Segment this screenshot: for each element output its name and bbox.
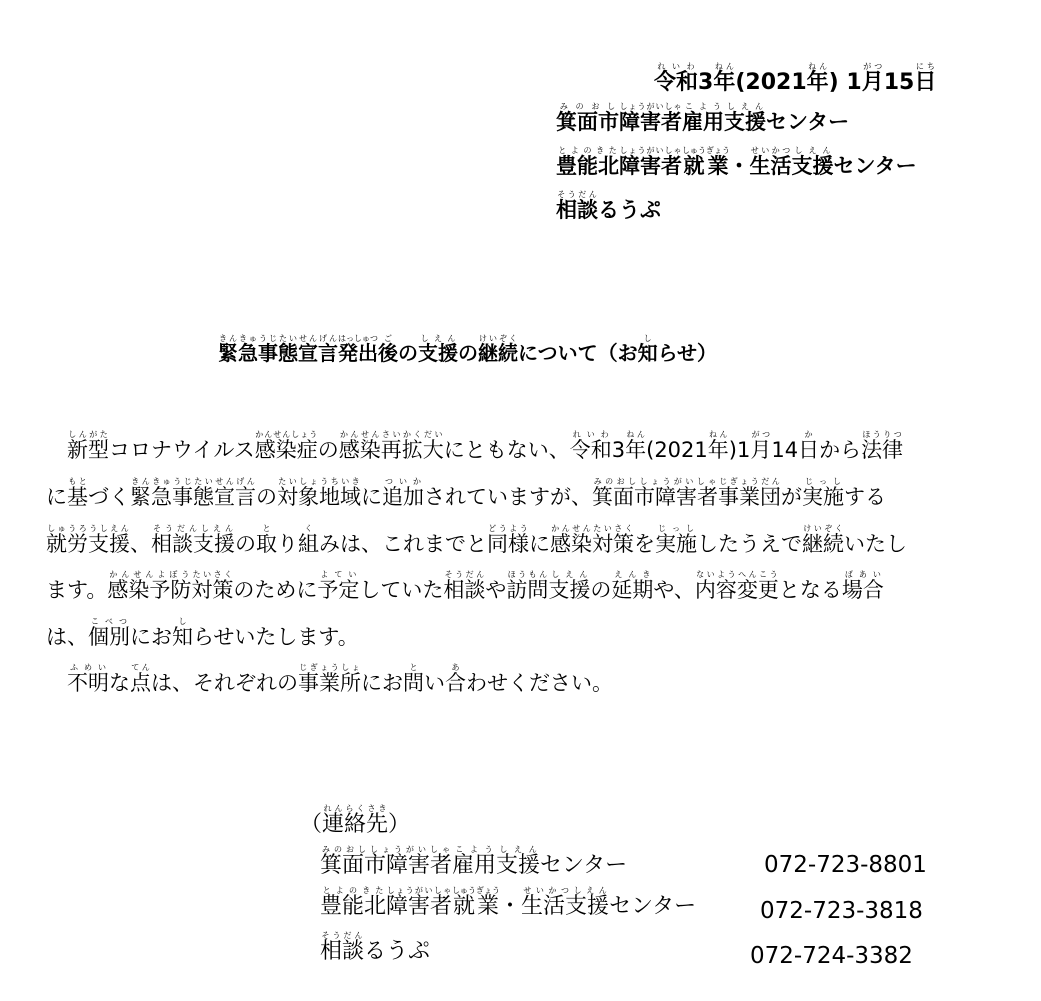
contact-phone-2: 072-723-3818 [760,898,923,924]
contact-name-livelihood-support-center: 豊能北とよのきた障害者しょうがいしゃ就業しゅうぎょう・生活支援せいかつしえんセンター [320,886,697,919]
body-line-1: 新型しんがたコロナウイルス感染症かんせんしょうの感染かんせん再さい拡大かくだいにともない、令和れいわ3年ねん(2021年ねん)1月がつ14日かから法律ほうりつ [67,430,904,462]
contact-name-employment-support-center: 箕面市障害者みのおししょうがいしゃ雇用支援こようしえんセンター [320,845,628,878]
contact-name-consultation-loop: 相談そうだんるうぷ [320,931,431,964]
body-line-4: ます。感染予防かんせんよぼう対策たいさくのために予定よていしていた相談そうだんや訪問ほうもん支援しえんの延期えんきや、内容ないよう変更へんこうとなる場合ばあい [46,570,884,602]
contact-phone-1: 072-723-8801 [764,852,927,878]
body-line-3: 就労支援しゅうろうしえん、相談支援そうだんしえんの取とり組くみは、これまでと同様どうように感染対策かんせんたいさくを実施じっししたうえで継続けいぞくいたし [46,524,907,556]
sender-livelihood-support-center: 豊能北とよのきた障害者しょうがいしゃ就業しゅうぎょう・生活せいかつ支援しえんセンター [556,146,917,178]
body-line-5: は、個別こべつにお知しらせいたします。 [46,617,359,649]
contact-heading: （連絡先れんらくさき） [300,804,411,837]
body-line-6: 不明ふめいな点てんは、それぞれの事業所じぎょうしょにお問とい合あわせください。 [67,663,613,695]
sender-consultation-loop: 相談そうだんるうぷ [556,190,661,222]
document-title: 緊急事態宣言きんきゅうじたいせんげん発出はっしゅつ後ごの支援しえんの継続けいぞくについて（お知しらせ） [218,334,718,365]
body-line-2: に基もとづく緊急事態宣言きんきゅうじたいせんげんの対象地域たいしょうちいきに追加ついかされていますが、箕面市障害者みのおししょうがいしゃ事業団じぎょうだんが実施じっしする [46,477,886,509]
document-date: 令和れいわ3年ねん(2021年ねん) 1月がつ15日にち [654,62,937,95]
contact-phone-3: 072-724-3382 [750,943,913,969]
sender-employment-support-center: 箕面市みのおし障害者しょうがいしゃ雇用こよう支援しえんセンター [556,102,850,134]
